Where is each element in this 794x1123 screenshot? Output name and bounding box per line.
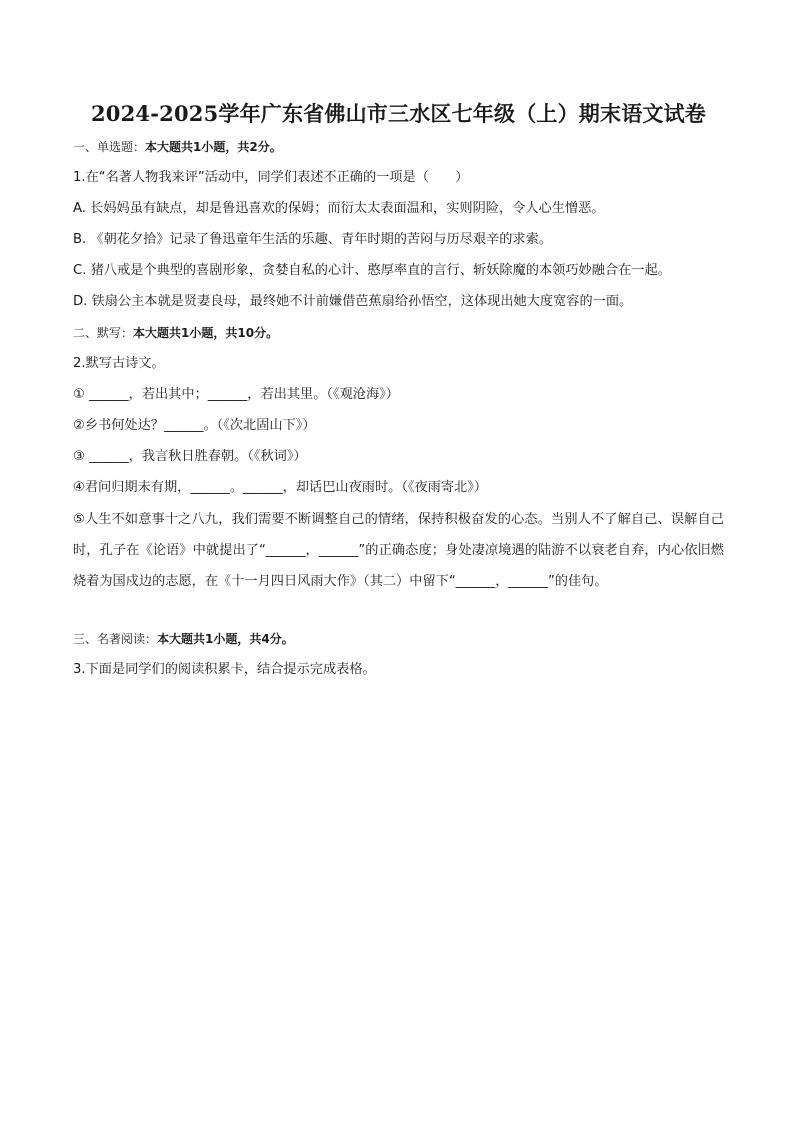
question-2-item-3: ③ ______，我言秋日胜春朝。（《秋词》） — [73, 449, 307, 464]
section-3-label: 三、名著阅读： — [73, 632, 158, 646]
section-spacer — [73, 608, 724, 629]
question-2-item-1: ① ______，若出其中；______，若出其里。（《观沧海》） — [73, 387, 399, 402]
section-3-heading — [73, 629, 724, 649]
section-1-label: 一、单选题： — [73, 140, 146, 154]
question-1-option-d: D. 铁扇公主本就是贤妻良母，最终她不计前嫌借芭蕉扇给孙悟空，这体现出她大度宽容的一面。 — [73, 294, 633, 309]
section-1-heading — [73, 137, 724, 157]
question-1-option-c: C. 猪八戒是个典型的喜剧形象，贪婪自私的心计、憨厚率直的言行、斩妖除魔的本领巧妙融合在一起。 — [73, 263, 671, 278]
question-2-item-5: ⑤人生不如意事十之八九，我们需要不断调整自己的情绪，保持积极奋发的心态。当别人不了解自己、误解自己时，孔子在《论语》中就提出了“______，______”的正确态度；身处凄凉境遇的陆游不以衰老自弃，内心依旧燃烧着为国戍边的志愿，在《十一月四日风雨大作》（其二）中留下“______，______”的佳句。 — [73, 512, 724, 589]
question-2-item-2: ②乡书何处达？______。（《次北固山下》） — [73, 418, 316, 433]
section-2-label: 二、默写： — [73, 326, 134, 340]
section-3-detail: 本大题共1小题，共4分。 — [157, 632, 294, 646]
question-2-stem: 2.默写古诗文。 — [73, 356, 165, 371]
question-1-stem: 1.在“名著人物我来评”活动中，同学们表述不正确的一项是（ ） — [73, 170, 469, 185]
question-3-stem: 3.下面是同学们的阅读积累卡，结合提示完成表格。 — [73, 662, 376, 677]
section-2-detail: 本大题共1小题，共10分。 — [133, 326, 279, 340]
exam-title: 2024-2025学年广东省佛山市三水区七年级（上）期末语文试卷 — [90, 101, 706, 126]
section-2-heading — [73, 323, 724, 343]
question-1-option-a: A. 长妈妈虽有缺点，却是鲁迅喜欢的保姆；而衍太太表面温和，实则阴险，令人心生憎恶。 — [73, 201, 605, 216]
question-1-option-b: B. 《朝花夕拾》记录了鲁迅童年生活的乐趣、青年时期的苦闷与历尽艰辛的求索。 — [73, 232, 552, 247]
question-2-item-4: ④君问归期未有期，______。______，却话巴山夜雨时。（《夜雨寄北》） — [73, 480, 488, 495]
section-1-detail: 本大题共1小题，共2分。 — [145, 140, 282, 154]
